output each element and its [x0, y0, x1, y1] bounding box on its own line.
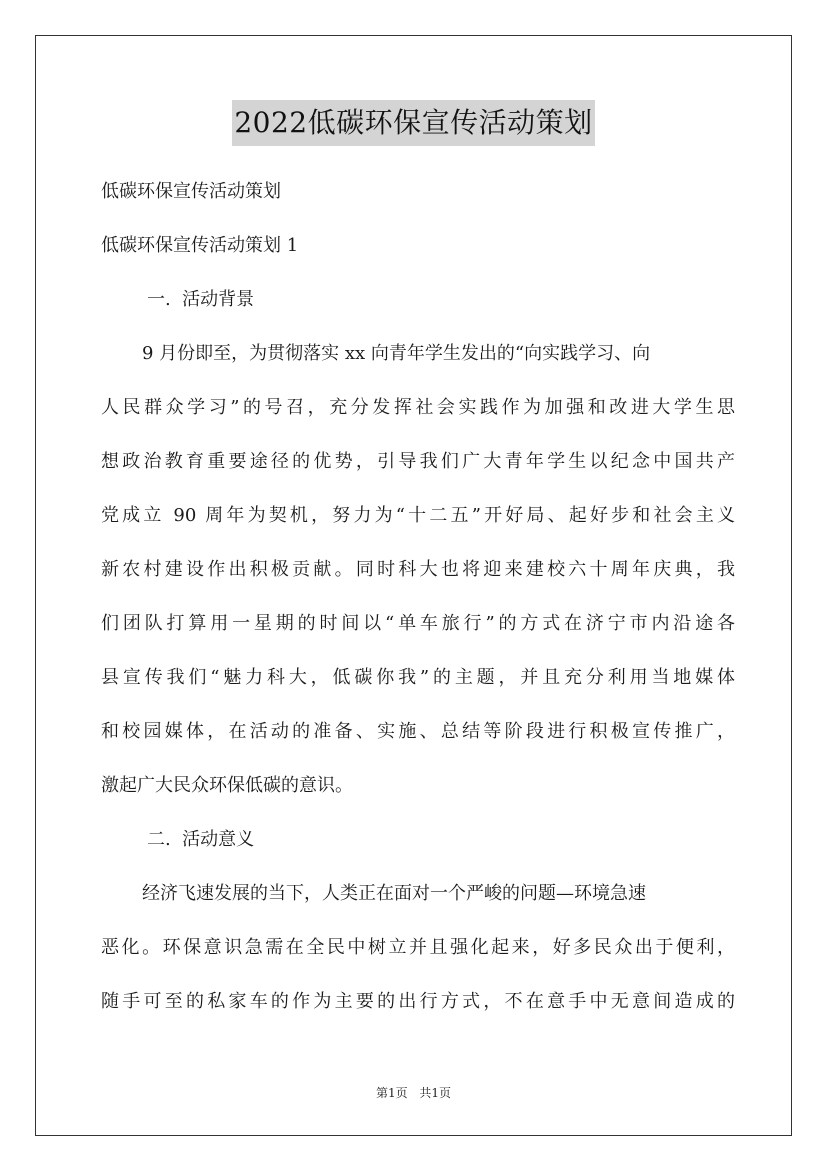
- paragraph-line: 9 月份即至，为贯彻落实 xx 向青年学生发出的“向实践学习、向: [142, 343, 651, 364]
- paragraph-line: 经济飞速发展的当下，人类正在面对一个严峻的问题—环境急速: [142, 883, 646, 904]
- subtitle: 低碳环保宣传活动策划: [101, 181, 281, 202]
- page-footer: [0, 1085, 827, 1101]
- page-number: 第1页: [375, 1086, 408, 1100]
- paragraph-line: 人民群众学习”的号召，充分发挥社会实践作为加强和改进大学生思: [101, 397, 735, 418]
- paragraph-line: 激起广大民众环保低碳的意识。: [101, 775, 353, 796]
- paragraph-line: 党成立 90 周年为契机，努力为“十二五”开好局、起好步和社会主义: [101, 505, 735, 526]
- subtitle-numbered: 低碳环保宣传活动策划 1: [101, 235, 299, 256]
- paragraph-line: 想政治教育重要途径的优势，引导我们广大青年学生以纪念中国共产: [101, 451, 735, 472]
- paragraph-line: 随手可至的私家车的作为主要的出行方式，不在意手中无意间造成的: [101, 991, 735, 1012]
- section2-heading: 二. 活动意义: [147, 829, 255, 850]
- paragraph-line: 恶化。环保意识急需在全民中树立并且强化起来，好多民众出于便利，: [101, 937, 735, 958]
- paragraph-line: 和校园媒体，在活动的准备、实施、总结等阶段进行积极宣传推广，: [101, 721, 735, 742]
- paragraph-line: 县宣传我们“魅力科大，低碳你我”的主题，并且充分利用当地媒体: [101, 667, 735, 688]
- document-body: [101, 165, 735, 1029]
- page-total: 共1页: [419, 1086, 452, 1100]
- section1-heading: 一. 活动背景: [147, 289, 255, 310]
- paragraph-line: 们团队打算用一星期的时间以“单车旅行”的方式在济宁市内沿途各: [101, 613, 735, 634]
- paragraph-line: 新农村建设作出积极贡献。同时科大也将迎来建校六十周年庆典，我: [101, 559, 735, 580]
- document-title: 2022低碳环保宣传活动策划: [232, 100, 594, 146]
- title-container: [0, 100, 827, 146]
